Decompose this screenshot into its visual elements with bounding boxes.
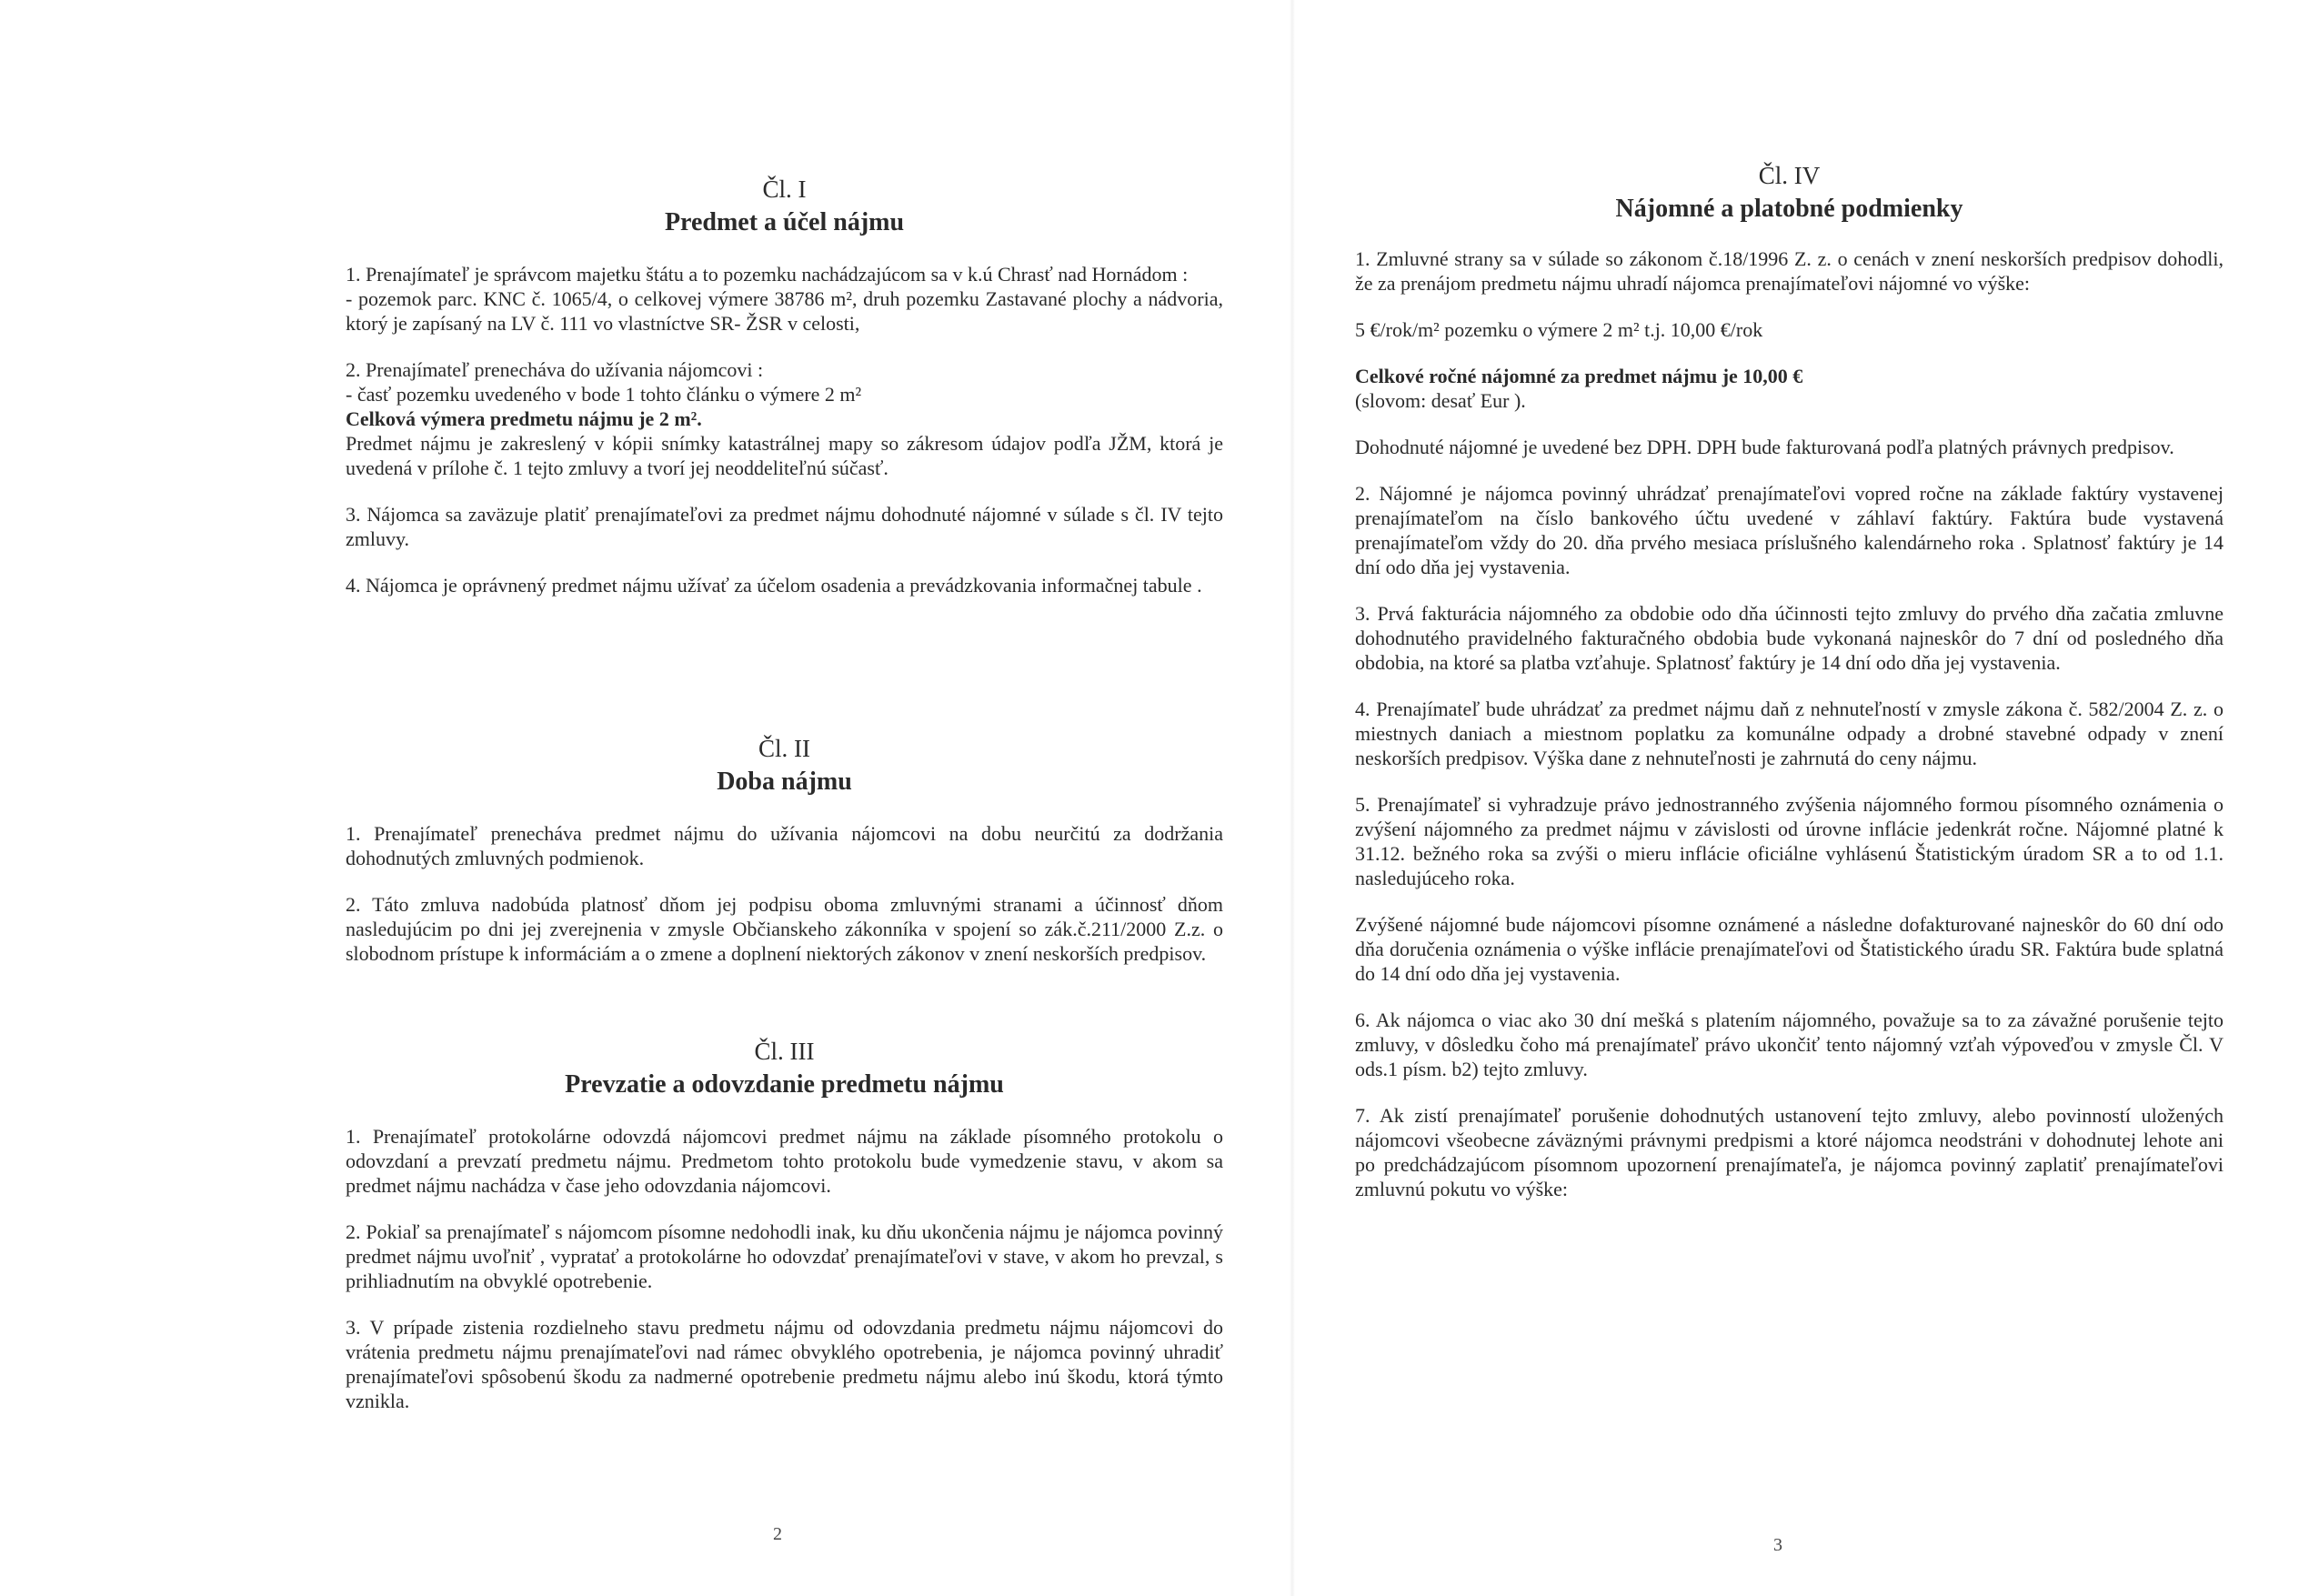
article-4-title: Čl. IV (1758, 162, 1821, 189)
article-4-rent-in-words: (slovom: desať Eur ). (1355, 389, 1526, 412)
article-3 (346, 1035, 1223, 1413)
article-3-paragraph-2: 2. Pokiaľ sa prenajímateľ s nájomcom písomne nedohodli inak, ku dňu ukončenia nájmu je nájomca povinný predmet nájmu uvoľniť , vypratať a protokolárne ho odovzdať prenajímateľovi v stave, v akom ho prevzal, s prihliadnutím na obvyklé opotrebenie. (346, 1220, 1223, 1292)
left-page-number: 2 (773, 1524, 782, 1544)
article-2-paragraph-2: 2. Táto zmluva nadobúda platnosť dňom jej podpisu oboma zmluvnými stranami a účinnosť dňom nasledujúcim po dni jej zverejnenia v zmysle Občianskeho zákonníka v spojení so zák.č.211/2000 Z.z. o slobodnom prístupe k informáciám a o zmene a doplnení niektorých zákonov v znení neskorších predpisov. (346, 893, 1223, 965)
article-4-paragraph-1: 1. Zmluvné strany sa v súlade so zákonom č.18/1996 Z. z. o cenách v znení neskorších predpisov dohodli, že za prenájom predmetu nájmu uhradí nájomca prenajímateľovi nájomné vo výške: (1355, 247, 2224, 295)
article-1-paragraph-2: 2. Prenajímateľ prenecháva do užívania nájomcovi : (346, 358, 764, 381)
article-1-subtitle: Predmet a účel nájmu (664, 208, 905, 236)
article-4-paragraph-6: 6. Ak nájomca o viac ako 30 dní mešká s platením nájomného, považuje sa to za závažné porušenie tejto zmluvy, v dôsledku čoho má prenajímateľ právo ukončiť tento nájomný vzťah výpoveďou v zmysle Čl. V ods.1 písm. b2) tejto zmluvy. (1355, 1009, 2224, 1080)
right-page-number: 3 (1773, 1535, 1782, 1555)
article-1-paragraph-1-parcel: - pozemok parc. KNC č. 1065/4, o celkovej výmere 38786 m², druh pozemku Zastavané plochy a nádvoria, ktorý je zapísaný na LV č. 111 vo vlastníctve SR- ŽSR v celosti, (346, 287, 1223, 335)
article-4-paragraph-3: 3. Prvá fakturácia nájomného za obdobie odo dňa účinnosti tejto zmluvy do prvého dňa začatia zmluvne dohodnutého pravidelného fakturačného obdobia bude vykonaná najneskôr do 7 dní od posledného dňa obdobia, na ktoré sa platba vzťahuje. Splatnosť faktúry je 14 dní odo dňa jej vystavenia. (1355, 602, 2224, 674)
article-1-paragraph-1: 1. Prenajímateľ je správcom majetku štátu a to pozemku nachádzajúcom sa v k.ú Chrasť nad Hornádom : (346, 263, 1189, 286)
article-4-vat-note: Dohodnuté nájomné je uvedené bez DPH. DPH bude fakturovaná podľa platných právnych predpisov. (1355, 436, 2174, 458)
article-4-paragraph-5-continued: Zvýšené nájomné bude nájomcovi písomne oznámené a následne dofakturované najneskôr do 60 dní odo dňa doručenia oznámenia o výške inflácie prenajímateľovi od Štatistického úradu SR. Faktúra bude splatná do 14 dní odo dňa jej vystavenia. (1355, 913, 2224, 985)
article-3-subtitle: Prevzatie a odovzdanie predmetu nájmu (565, 1070, 1004, 1099)
article-1-paragraph-3: 3. Nájomca sa zaväzuje platiť prenajímateľovi za predmet nájmu dohodnuté nájomné v súlade s čl. IV tejto zmluvy. (346, 503, 1223, 550)
article-4-paragraph-2: 2. Nájomné je nájomca povinný uhrádzať prenajímateľovi vopred ročne na základe faktúry vystavenej prenajímateľom na číslo bankového účtu uvedené v záhlaví faktúry. Faktúra bude vystavená prenajímateľom vždy do 20. dňa prvého mesiaca príslušného kalendárneho roka . Splatnosť faktúry je 14 dní odo dňa jej vystavenia. (1355, 482, 2224, 578)
article-1-paragraph-2-map: Predmet nájmu je zakreslený v kópii snímky katastrálnej mapy so zákresom údajov podľa JŽM, ktorá je uvedená v prílohe č. 1 tejto zmluvy a tvorí jej neoddeliteľnú súčasť. (346, 432, 1223, 479)
article-3-title: Čl. III (754, 1038, 815, 1065)
article-2-paragraph-1: 1. Prenajímateľ prenecháva predmet nájmu do užívania nájomcovi na dobu neurčitú za dodržania dohodnutých zmluvných podmienok. (346, 822, 1223, 869)
article-1-paragraph-4: 4. Nájomca je oprávnený predmet nájmu užívať za účelom osadenia a prevádzkovania informačnej tabule . (346, 574, 1202, 597)
article-4 (1355, 159, 2224, 1201)
article-2-subtitle: Doba nájmu (717, 768, 852, 796)
article-4-total-rent: Celkové ročné nájomné za predmet nájmu je 10,00 € (1355, 365, 1803, 387)
article-3-paragraph-3: 3. V prípade zistenia rozdielneho stavu predmetu nájmu od odovzdania predmetu nájmu nájomcovi do vrátenia predmetu nájmu prenajímateľovi nad rámec obvyklého opotrebenia, je nájomca povinný uhradiť prenajímateľovi spôsobenú škodu za nadmerné opotrebenie predmetu nájmu alebo inú škodu, ktorá týmto vznikla. (346, 1316, 1223, 1412)
article-4-rate: 5 €/rok/m² pozemku o výmere 2 m² t.j. 10,00 €/rok (1355, 318, 1763, 341)
article-2-title: Čl. II (758, 735, 810, 762)
article-3-paragraph-1: 1. Prenajímateľ protokolárne odovzdá nájomcovi predmet nájmu na základe písomného protokolu o odovzdaní a prevzatí predmetu nájmu. Predmetom tohto protokolu bude vymedzenie stavu, v akom sa predmet nájmu nachádza v čase jeho odovzdania nájomcovi. (346, 1125, 1223, 1197)
article-1-total-area: Celková výmera predmetu nájmu je 2 m². (346, 407, 702, 430)
article-1-paragraph-2-part: - časť pozemku uvedeného v bode 1 tohto článku o výmere 2 m² (346, 383, 862, 406)
article-4-subtitle: Nájomné a platobné podmienky (1615, 195, 1963, 223)
article-4-paragraph-7: 7. Ak zistí prenajímateľ porušenie dohodnutých ustanovení tejto zmluvy, alebo povinností uložených nájomcovi všeobecne záväznými právnymi predpismi a ktoré nájomca neodstráni v dohodnutej lehote ani po predchádzajúcom písomnom upozornení prenajímateľa, je nájomca povinný zaplatiť prenajímateľovi zmluvnú pokutu vo výške: (1355, 1104, 2224, 1200)
article-4-paragraph-5: 5. Prenajímateľ si vyhradzuje právo jednostranného zvýšenia nájomného formou písomného oznámenia o zvýšení nájomného za predmet nájmu v závislosti od úrovne inflácie jedenkrát ročne. Nájomné platné k 31.12. bežného roka sa zvýši o mieru inflácie oficiálne vyhlásenú Štatistickým úradom SR a to od 1.1. nasledujúceho roka. (1355, 793, 2224, 889)
article-1-title: Čl. I (762, 176, 807, 203)
article-2 (346, 732, 1223, 966)
article-4-paragraph-4: 4. Prenajímateľ bude uhrádzať za predmet nájmu daň z nehnuteľností v zmysle zákona č. 582/2004 Z. z. o miestnych daniach a miestnom poplatku za komunálne odpady a drobné stavebné odpady v znení neskorších predpisov. Výška dane z nehnuteľnosti je zahrnutá do ceny nájmu. (1355, 698, 2224, 769)
page-fold (1290, 0, 1295, 1596)
article-1 (346, 173, 1223, 597)
